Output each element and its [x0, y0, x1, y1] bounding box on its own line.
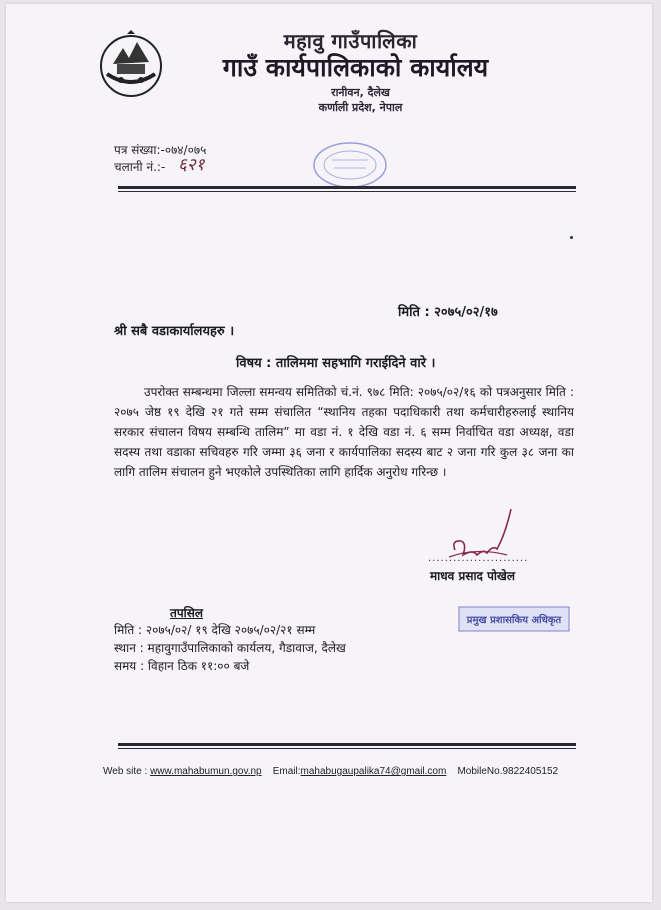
tapsil-time: समय : विहान ठिक ११:०० बजे [114, 659, 250, 673]
email-label: Email: [272, 766, 301, 777]
letter-body: उपरोक्त सम्बन्धमा जिल्ला समन्वय समितिको चं.नं. ९७८ मिति: २०७५/०२/१६ को पत्रअनुसार मिति : २०७५ जेष्ठ १९ देखि २१ गते सम्म संचालित “स्थानिय तहका पदाधिकारी तथा कर्मचारीहरुलाई स्थानिय सरकार संचालन विषय सम्बन्धि तालिम” मा वडा नं. १ देखि वडा नं. ६ सम्म निर्वाचित वडा अध्यक्ष, वडा सदस्य तथा वडाका सचिवहरु गरि जम्मा ३६ जना र कार्यपालिका सदस्य बाट २ जना गरि कुल ३८ जना का लागि तालिम संचालन हुने भएकोले उपस्थितिका लागि हार्दिक अनुरोध गरिन्छ । [114, 385, 574, 479]
address-line-1: रानीवन, दैलेख [331, 86, 390, 99]
office-name: गाउँ कार्यपालिकाको कार्यालय [222, 53, 489, 82]
office-stamp-icon [310, 140, 390, 190]
footer-contact [103, 766, 558, 777]
tapsil-heading: तपसिल [170, 606, 204, 620]
header-divider [118, 186, 576, 189]
municipality-name: महावु गाउँपालिका [283, 29, 418, 53]
paper-speck [570, 236, 573, 239]
header-divider-thin [118, 191, 576, 192]
letter-date: मिति : २०७५/०२/१७ [398, 305, 498, 320]
website-link[interactable]: www.mahabumun.gov.np [150, 766, 262, 777]
designation-seal [458, 606, 570, 632]
tapsil-date: मिति : २०७५/०२/ १९ देखि २०७५/०२/२१ सम्म [114, 623, 316, 637]
addressee: श्री सबै वडाकार्यालयहरु । [114, 324, 235, 339]
chalani-label: चलानी नं.:- [114, 160, 166, 174]
subject-line: विषय : तालिममा सहभागि गराईदिने वारे । [236, 356, 436, 371]
tapsil-venue: स्थान : महावुगाउँपालिकाको कार्यलय, गैडावाज, दैलेख [114, 641, 346, 655]
website-label: Web site : [103, 766, 151, 777]
seal-text: प्रमुख प्रशासकिय अधिकृत [466, 615, 562, 626]
footer-divider-thin [118, 748, 576, 749]
address-line-2: कर्णाली प्रदेश, नेपाल [318, 101, 403, 114]
footer-divider [118, 743, 576, 746]
mobile-number: MobileNo.9822405152 [457, 766, 559, 777]
signatory-name: माधव प्रसाद पोखेल [430, 569, 515, 583]
email-link[interactable]: mahabugaupalika74@gmail.com [300, 766, 447, 777]
reference-number: पत्र संख्या:-०७४/०७५ [114, 143, 207, 157]
chalani-handwritten-number: ६२१ [178, 155, 205, 175]
signature-line: ........................ [428, 553, 529, 564]
